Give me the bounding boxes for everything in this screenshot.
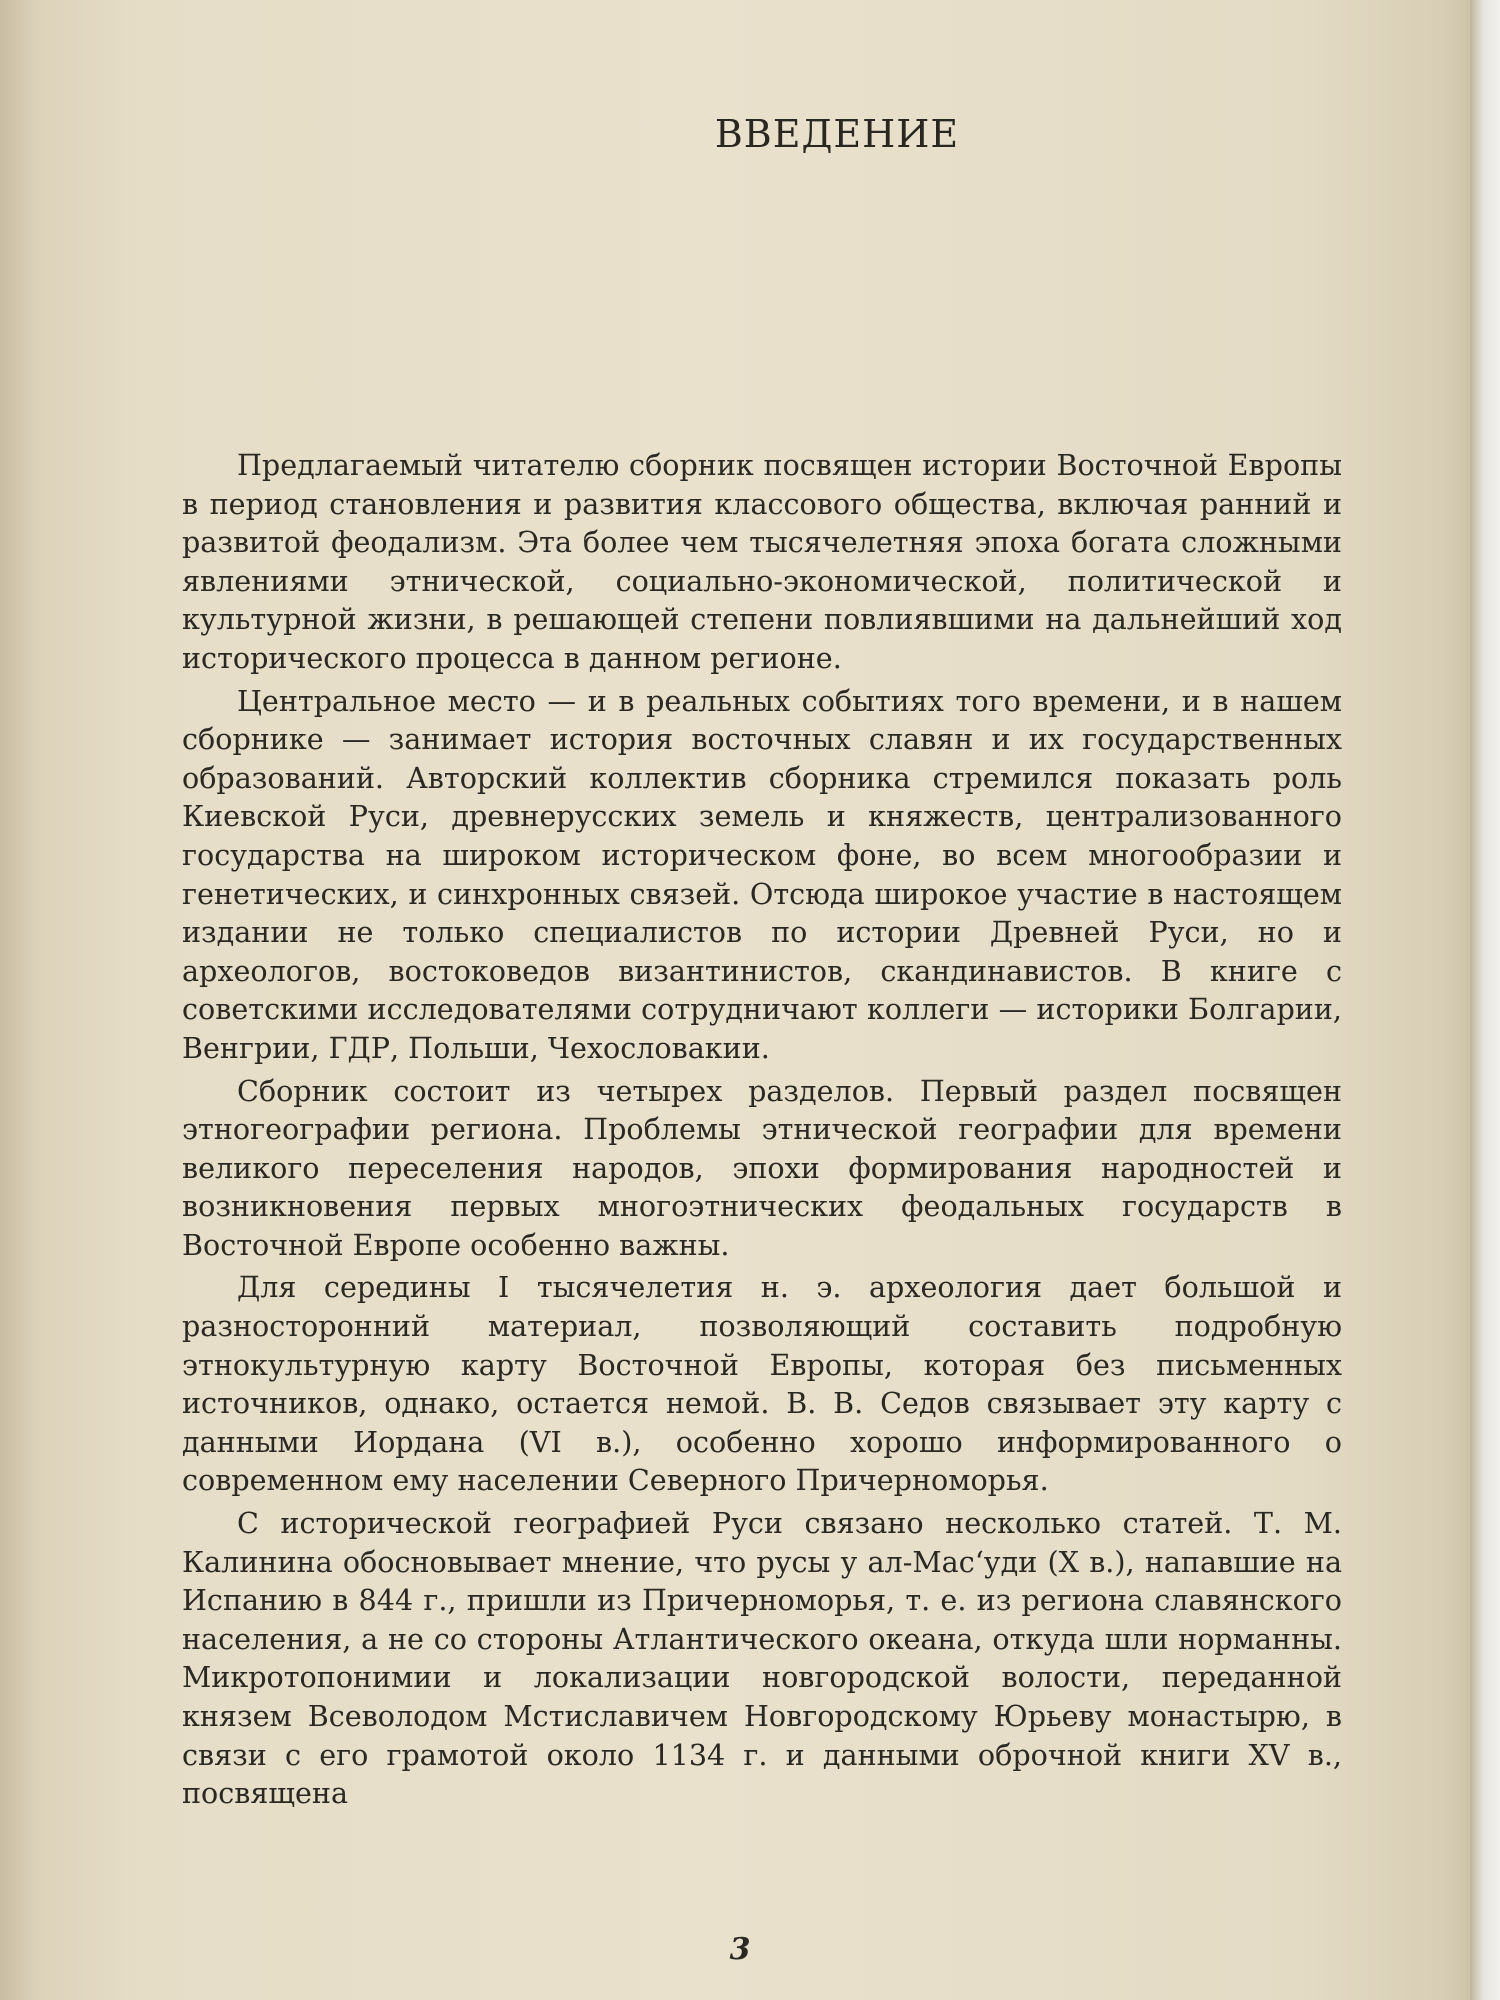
page-heading: ВВЕДЕНИЕ [714,112,960,156]
paragraph: С исторической географией Руси связано несколько статей. Т. М. Калинина обосновывает мнение, что русы у ал-Мас‘уди (X в.), напавшие на Испанию в 844 г., пришли из Причерноморья, т. е. из региона славянского населения, а не со стороны Атлантического океана, откуда шли норманны. Микротопонимии и локализации новгородской волости, переданной князем Всеволодом Мстиславичем Новгородскому Юрьеву монастырю, в связи с его грамотой около 1134 г. и данными оброчной книги XV в., посвящена [182,1506,1342,1811]
paragraph: Предлагаемый читателю сборник посвящен истории Восточной Европы в период становления и развития классового общества, включая ранний и развитой феодализм. Эта более чем тысячелетняя эпоха богата сложными явлениями этнической, социально-экономической, политической и культурной жизни, в решающей степени повлиявшими на дальнейший ход исторического процесса в данном регионе. [182,448,1342,675]
text-block [182,100,1342,1813]
adjacent-page-edge [1470,0,1500,2000]
paragraph: Для середины I тысячелетия н. э. археология дает большой и разносторонний материал, позволяющий составить подробную этнокультурную карту Восточной Европы, которая без письменных источников, однако, остается немой. В. В. Седов связывает эту карту с данными Иордана (VI в.), особенно хорошо информированного о современном ему населении Северного Причерноморья. [182,1270,1342,1498]
body-text [182,446,1342,1813]
paragraph: Сборник состоит из четырех разделов. Первый раздел посвящен этногеографии региона. Проблемы этнической географии для времени великого переселения народов, эпохи формирования народностей и возникновения первых многоэтнических феодальных государств в Восточной Европе особенно важны. [182,1073,1342,1262]
paragraph: Центральное место — и в реальных событиях того времени, и в нашем сборнике — занимает история восточных славян и их государственных образований. Авторский коллектив сборника стремился показать роль Киевской Руси, древнерусских земель и княжеств, централизованного государства на широком историческом фоне, во всем многообразии и генетических, и синхронных связей. Отсюда широкое участие в настоящем издании не только специалистов по истории Древней Руси, но и археологов, востоковедов византинистов, скандинавистов. В книге с советскими исследователями сотрудничают коллеги — историки Болгарии, Венгрии, ГДР, Польши, Чехословакии. [182,683,1342,1065]
page-number: 3 [729,1932,751,1967]
